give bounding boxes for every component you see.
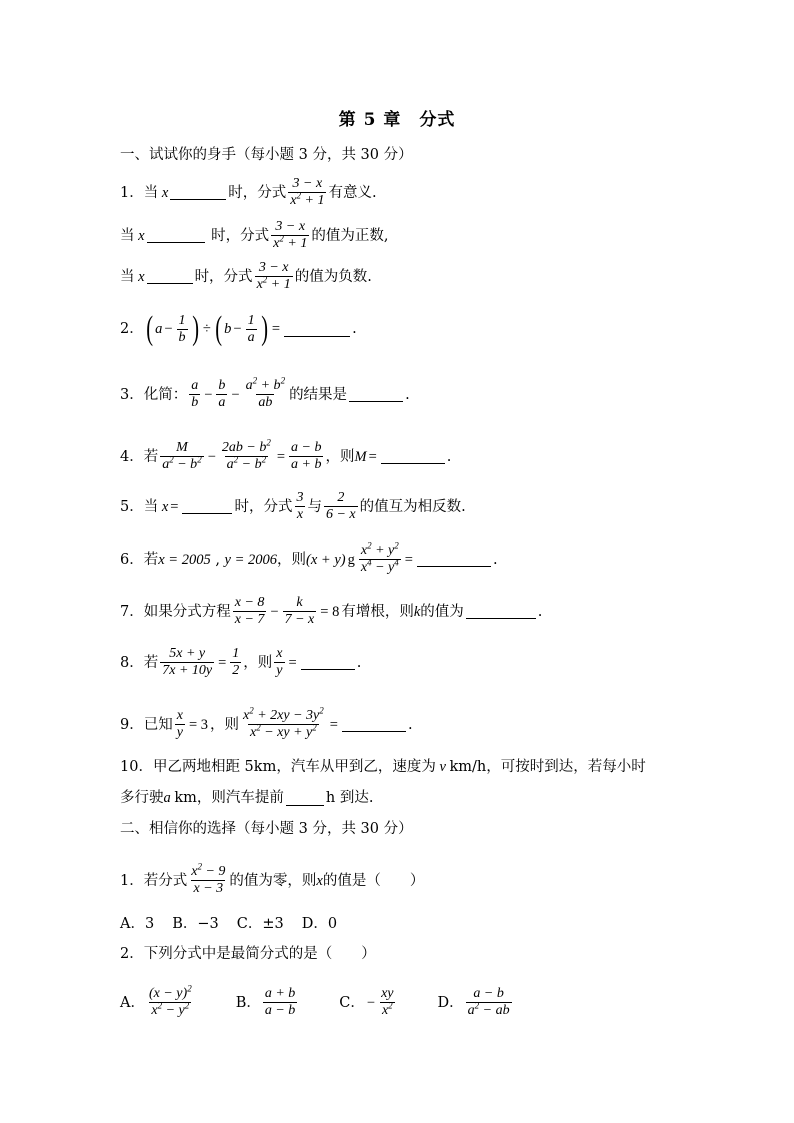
fraction: $\frac{3 - x}{x^2 + 1}$ (290, 176, 325, 208)
question-1b: 当 x 时，分式 $\frac{3 - x}{x^2 + 1}$ 的值为正数, (120, 219, 389, 251)
question-1c: 当 x 时，分式 $\frac{3 - x}{x^2 + 1}$ 的值为负数. (120, 260, 372, 292)
option-a[interactable]: A． $\frac{(x - y)^2}{x^2 - y^2}$ (120, 983, 192, 1018)
question-8: 8．若 $\frac{5x + y}{7x + 10y}$ = $\frac{1}{2}$ ，则 $\frac{x}{y}$ = . (120, 646, 362, 678)
answer-blank[interactable] (170, 185, 226, 200)
answer-blank[interactable] (284, 322, 350, 337)
fraction: $\frac{a^2 + b^2}{ab}$ (245, 375, 286, 410)
question-10-line1: 10．甲乙两地相距 5km，汽车从甲到乙，速度为 v km/h，可按时到达，若每小时 (120, 759, 646, 775)
page-title: 第 5 章 分式 (338, 110, 456, 130)
question-7: 7．如果分式方程 $\frac{x - 8}{x - 7}$ − $\frac{k}{7 - x}$ = 8 有增根，则 k 的值为 . (120, 595, 543, 627)
answer-blank[interactable] (147, 228, 205, 243)
choice-question-1-options (120, 913, 355, 935)
option-c[interactable]: C．±3 (236, 916, 284, 932)
question-9: 9．已知 $\frac{x}{y}$ = 3 ，则 $\frac{x^2 + 2xy - 3y^2}{x^2 - xy + y^2}$ = . (120, 705, 413, 740)
option-a[interactable]: A．3 (120, 916, 155, 932)
section-2-heading: 二、相信你的选择（每小题 3 分，共 30 分） (120, 821, 413, 837)
question-5: 5．当 x = 时，分式 $\frac{3}{x}$ 与 $\frac{2}{6 - x}$ 的值互为相反数. (120, 490, 466, 522)
choice-question-2-options (120, 983, 532, 1019)
option-b[interactable]: B． $\frac{a + b}{a - b}$ (235, 986, 296, 1018)
option-c[interactable]: C． − $\frac{xy}{x^2}$ (339, 986, 394, 1018)
answer-blank[interactable] (342, 717, 406, 732)
fraction: $\frac{1}{b}$ (178, 312, 186, 345)
question-2: 2． ( a − $\frac{1}{b}$ ) ÷ ( b − $\frac{1}{a}$ ) = . (120, 310, 357, 347)
answer-blank[interactable] (417, 552, 491, 567)
fraction: $\frac{3 - x}{x^2 + 1}$ (273, 219, 308, 251)
answer-blank[interactable] (381, 449, 445, 464)
answer-blank[interactable] (286, 791, 324, 806)
option-b[interactable]: B．−3 (172, 916, 219, 932)
answer-blank[interactable] (182, 499, 232, 514)
question-6: 6．若 x = 2005 , y = 2006 ，则 (x + y) g $\frac{x^2 + y^2}{x^4 - y^4}$ = . (120, 540, 498, 575)
option-d[interactable]: D． $\frac{a - b}{a^2 - ab}$ (437, 986, 510, 1018)
fraction: $\frac{3 - x}{x^2 + 1}$ (256, 260, 291, 292)
question-1a: 1．当 x 时，分式 $\frac{3 - x}{x^2 + 1}$ 有意义. (120, 176, 377, 208)
choice-question-2: 2．下列分式中是最简分式的是（ ） (120, 946, 376, 962)
answer-blank[interactable] (147, 269, 193, 284)
answer-blank[interactable] (349, 387, 403, 402)
choice-question-1: 1．若分式 $\frac{x^2 - 9}{x - 3}$ 的值为零，则 x 的值是（ ） (120, 861, 425, 896)
question-10-line2: 多行驶 a km，则汽车提前 h 到达. (120, 790, 374, 806)
answer-blank[interactable] (466, 604, 536, 619)
question-3: 3．化简： $\frac{a}{b}$ − $\frac{b}{a}$ − $\frac{a^2 + b^2}{ab}$ 的结果是 . (120, 375, 410, 410)
answer-blank[interactable] (301, 655, 355, 670)
option-d[interactable]: D．0 (301, 916, 338, 932)
fraction: $\frac{1}{a}$ (247, 312, 255, 345)
question-4: 4．若 $\frac{M}{a^2 - b^2}$ − $\frac{2ab - b^2}{a^2 - b^2}$ = $\frac{a - b}{a + b}$ ，则 M = . (120, 437, 452, 472)
section-1-heading: 一、试试你的身手（每小题 3 分，共 30 分） (120, 147, 413, 163)
